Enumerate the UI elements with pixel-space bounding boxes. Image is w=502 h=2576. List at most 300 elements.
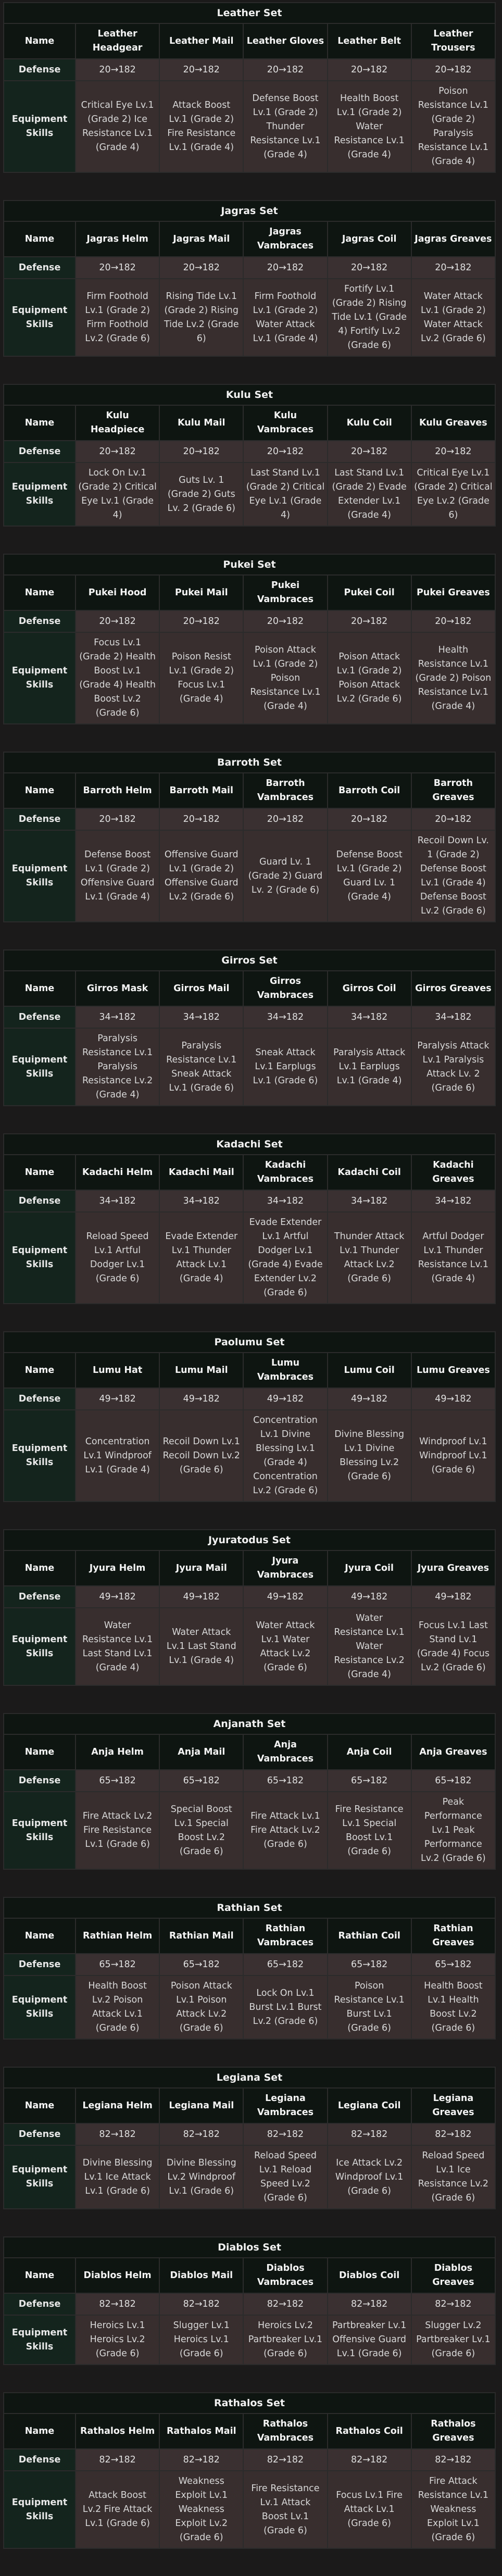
armor-set-table [3, 1897, 496, 2040]
skill-cell: Divine Blessing Lv.1 Ice Attack Lv.1 (Grade 6) [76, 2145, 159, 2209]
defense-label: Defense [4, 610, 76, 632]
set-table [3, 574, 496, 724]
skill-cell: Lock On Lv.1 Burst Lv.1 Burst Lv.2 (Grade 6) [243, 1975, 327, 2039]
defense-value: 82→182 [243, 2449, 327, 2471]
name-header: Name [4, 405, 76, 441]
name-header: Name [4, 1918, 76, 1954]
skill-cell: Critical Eye Lv.1 (Grade 2) Ice Resistance Lv.1 (Grade 4) [76, 81, 159, 172]
defense-value: 82→182 [328, 2123, 411, 2145]
skill-cell: Evade Extender Lv.1 Thunder Attack Lv.1 (Grade 4) [159, 1212, 243, 1304]
defense-row [4, 808, 495, 830]
piece-name: Barroth Mail [159, 773, 243, 808]
set-table [3, 772, 496, 922]
skills-row [4, 1975, 495, 2039]
set-table [3, 1918, 496, 2040]
piece-name: Jyura Helm [76, 1550, 159, 1586]
defense-row [4, 2123, 495, 2145]
skill-cell: Defense Boost Lv.1 (Grade 2) Guard Lv. 1 (Grade 4) [328, 830, 411, 922]
piece-name-row [4, 23, 495, 59]
defense-value: 20→182 [243, 59, 327, 81]
defense-value: 82→182 [159, 2449, 243, 2471]
set-title: Diablos Set [3, 2236, 496, 2257]
skill-cell: Weakness Exploit Lv.1 Weakness Exploit Lv.2 (Grade 6) [159, 2471, 243, 2548]
skill-cell: Concentration Lv.1 Divine Blessing Lv.1 (Grade 4) Concentration Lv.2 (Grade 6) [243, 1410, 327, 1502]
defense-value: 65→182 [328, 1770, 411, 1792]
defense-value: 20→182 [243, 441, 327, 462]
skill-cell: Sneak Attack Lv.1 Earplugs Lv.1 (Grade 6) [243, 1028, 327, 1106]
piece-name: Rathian Coil [328, 1918, 411, 1954]
piece-name: Rathian Greaves [411, 1918, 495, 1954]
set-title: Rathalos Set [3, 2392, 496, 2413]
armor-set-table [3, 2236, 496, 2365]
piece-name-row [4, 1155, 495, 1190]
skill-cell: Heroics Lv.2 Partbreaker Lv.1 (Grade 6) [243, 2315, 327, 2365]
skills-row [4, 1410, 495, 1502]
defense-value: 49→182 [159, 1586, 243, 1608]
piece-name: Jyura Mail [159, 1550, 243, 1586]
defense-value: 20→182 [76, 441, 159, 462]
set-table [3, 2087, 496, 2209]
name-header: Name [4, 1550, 76, 1586]
defense-row [4, 2293, 495, 2315]
defense-row [4, 1190, 495, 1212]
skills-label: Equipment Skills [4, 1792, 76, 1869]
skills-label: Equipment Skills [4, 462, 76, 526]
defense-value: 34→182 [411, 1190, 495, 1212]
armor-set-table [3, 2392, 496, 2549]
piece-name: Barroth Coil [328, 773, 411, 808]
defense-value: 20→182 [159, 59, 243, 81]
piece-name: Legiana Vambraces [243, 2088, 327, 2123]
piece-name: Jagras Mail [159, 221, 243, 257]
piece-name: Pukei Vambraces [243, 575, 327, 610]
set-table [3, 1154, 496, 1304]
skills-label: Equipment Skills [4, 2315, 76, 2365]
armor-set-table [3, 1331, 496, 1502]
piece-name: Kulu Greaves [411, 405, 495, 441]
piece-name: Kulu Coil [328, 405, 411, 441]
defense-value: 49→182 [328, 1388, 411, 1410]
piece-name: Lumu Coil [328, 1353, 411, 1388]
skill-cell: Attack Boost Lv.1 (Grade 2) Fire Resistance Lv.1 (Grade 4) [159, 81, 243, 172]
piece-name: Leather Gloves [243, 23, 327, 59]
name-header: Name [4, 1734, 76, 1770]
piece-name: Lumu Vambraces [243, 1353, 327, 1388]
name-header: Name [4, 2414, 76, 2449]
defense-value: 82→182 [328, 2293, 411, 2315]
skill-cell: Water Resistance Lv.1 Water Resistance Lv.2 (Grade 4) [328, 1608, 411, 1685]
defense-value: 20→182 [76, 610, 159, 632]
armor-set-table [3, 949, 496, 1106]
piece-name: Barroth Vambraces [243, 773, 327, 808]
defense-label: Defense [4, 2293, 76, 2315]
skill-cell: Peak Performance Lv.1 Peak Performance Lv.2 (Grade 6) [411, 1792, 495, 1869]
skills-label: Equipment Skills [4, 632, 76, 724]
skill-cell: Offensive Guard Lv.1 (Grade 2) Offensive Guard Lv.2 (Grade 6) [159, 830, 243, 922]
piece-name: Rathian Mail [159, 1918, 243, 1954]
skill-cell: Water Attack Lv.1 Last Stand Lv.1 (Grade 4) [159, 1608, 243, 1685]
piece-name: Jagras Greaves [411, 221, 495, 257]
skill-cell: Defense Boost Lv.1 (Grade 2) Offensive Guard Lv.1 (Grade 4) [76, 830, 159, 922]
defense-value: 34→182 [159, 1190, 243, 1212]
defense-value: 65→182 [76, 1770, 159, 1792]
piece-name-row [4, 405, 495, 441]
skill-cell: Divine Blessing Lv.1 Divine Blessing Lv.2 (Grade 6) [328, 1410, 411, 1502]
piece-name: Leather Trousers [411, 23, 495, 59]
skill-cell: Focus Lv.1 (Grade 2) Health Boost Lv.1 (Grade 4) Health Boost Lv.2 (Grade 6) [76, 632, 159, 724]
defense-value: 34→182 [243, 1190, 327, 1212]
skill-cell: Fire Resistance Lv.1 Special Boost Lv.1 (Grade 6) [328, 1792, 411, 1869]
skill-cell: Poison Resistance Lv.1 Burst Lv.1 (Grade 6) [328, 1975, 411, 2039]
defense-label: Defense [4, 1770, 76, 1792]
defense-label: Defense [4, 2449, 76, 2471]
skill-cell: Windproof Lv.1 Windproof Lv.1 (Grade 6) [411, 1410, 495, 1502]
skill-cell: Evade Extender Lv.1 Artful Dodger Lv.1 (Grade 4) Evade Extender Lv.2 (Grade 6) [243, 1212, 327, 1304]
defense-value: 65→182 [243, 1954, 327, 1975]
skill-cell: Firm Foothold Lv.1 (Grade 2) Firm Foothold Lv.2 (Grade 6) [76, 279, 159, 356]
defense-row [4, 1388, 495, 1410]
skills-row [4, 2145, 495, 2209]
piece-name: Anja Vambraces [243, 1734, 327, 1770]
set-table [3, 2413, 496, 2549]
armor-set-table [3, 1529, 496, 1686]
skill-cell: Poison Attack Lv.1 (Grade 2) Poison Resistance Lv.1 (Grade 4) [243, 632, 327, 724]
defense-value: 20→182 [243, 808, 327, 830]
defense-value: 65→182 [328, 1954, 411, 1975]
set-title: Girros Set [3, 949, 496, 970]
defense-value: 49→182 [76, 1388, 159, 1410]
skill-cell: Poison Attack Lv.1 Poison Attack Lv.2 (Grade 6) [159, 1975, 243, 2039]
piece-name: Jagras Helm [76, 221, 159, 257]
defense-label: Defense [4, 1388, 76, 1410]
skill-cell: Concentration Lv.1 Windproof Lv.1 (Grade 4) [76, 1410, 159, 1502]
skill-cell: Poison Resistance Lv.1 (Grade 2) Paralysis Resistance Lv.1 (Grade 4) [411, 81, 495, 172]
piece-name: Girros Mail [159, 971, 243, 1006]
skill-cell: Health Boost Lv.1 (Grade 2) Water Resistance Lv.1 (Grade 4) [328, 81, 411, 172]
piece-name: Anja Helm [76, 1734, 159, 1770]
skill-cell: Focus Lv.1 Fire Attack Lv.1 (Grade 6) [328, 2471, 411, 2548]
skill-cell: Health Resistance Lv.1 (Grade 2) Poison Resistance Lv.1 (Grade 4) [411, 632, 495, 724]
defense-value: 82→182 [76, 2449, 159, 2471]
set-table [3, 1734, 496, 1870]
piece-name: Jyura Greaves [411, 1550, 495, 1586]
skill-cell: Paralysis Attack Lv.1 Paralysis Attack Lv. 2 (Grade 6) [411, 1028, 495, 1106]
skill-cell: Fire Attack Lv.2 Fire Resistance Lv.1 (Grade 6) [76, 1792, 159, 1869]
armor-set-table [3, 384, 496, 527]
piece-name: Kulu Mail [159, 405, 243, 441]
defense-value: 65→182 [76, 1954, 159, 1975]
skill-cell: Firm Foothold Lv.1 (Grade 2) Water Attack Lv.1 (Grade 4) [243, 279, 327, 356]
piece-name-row [4, 1734, 495, 1770]
piece-name: Leather Belt [328, 23, 411, 59]
defense-row [4, 1006, 495, 1028]
skills-row [4, 830, 495, 922]
piece-name: Kadachi Coil [328, 1155, 411, 1190]
defense-value: 20→182 [243, 610, 327, 632]
set-table [3, 221, 496, 357]
defense-value: 20→182 [159, 257, 243, 279]
skill-cell: Thunder Attack Lv.1 Thunder Attack Lv.2 (Grade 6) [328, 1212, 411, 1304]
defense-value: 34→182 [411, 1006, 495, 1028]
piece-name: Girros Vambraces [243, 971, 327, 1006]
skills-row [4, 632, 495, 724]
piece-name-row [4, 1353, 495, 1388]
defense-value: 20→182 [328, 441, 411, 462]
skill-cell: Reload Speed Lv.1 Artful Dodger Lv.1 (Grade 6) [76, 1212, 159, 1304]
defense-value: 20→182 [159, 808, 243, 830]
skill-cell: Paralysis Resistance Lv.1 Sneak Attack Lv.1 (Grade 6) [159, 1028, 243, 1106]
skill-cell: Fire Attack Lv.1 Fire Attack Lv.2 (Grade 6) [243, 1792, 327, 1869]
skills-row [4, 279, 495, 356]
piece-name: Pukei Greaves [411, 575, 495, 610]
defense-row [4, 1770, 495, 1792]
armor-set-table [3, 2067, 496, 2209]
defense-value: 34→182 [328, 1190, 411, 1212]
defense-label: Defense [4, 257, 76, 279]
defense-value: 49→182 [328, 1586, 411, 1608]
skill-cell: Last Stand Lv.1 (Grade 2) Critical Eye Lv.1 (Grade 4) [243, 462, 327, 526]
set-table [3, 1550, 496, 1686]
piece-name-row [4, 2258, 495, 2293]
defense-value: 82→182 [243, 2123, 327, 2145]
skill-cell: Critical Eye Lv.1 (Grade 2) Critical Eye Lv.2 (Grade 6) [411, 462, 495, 526]
piece-name: Leather Headgear [76, 23, 159, 59]
skill-cell: Divine Blessing Lv.2 Windproof Lv.1 (Grade 6) [159, 2145, 243, 2209]
skill-cell: Lock On Lv.1 (Grade 2) Critical Eye Lv.1 (Grade 4) [76, 462, 159, 526]
defense-value: 34→182 [328, 1006, 411, 1028]
skills-label: Equipment Skills [4, 81, 76, 172]
skill-cell: Health Boost Lv.1 Health Boost Lv.2 (Grade 6) [411, 1975, 495, 2039]
set-title: Jyuratodus Set [3, 1529, 496, 1550]
name-header: Name [4, 1353, 76, 1388]
defense-label: Defense [4, 441, 76, 462]
defense-value: 20→182 [411, 808, 495, 830]
piece-name: Diablos Mail [159, 2258, 243, 2293]
skill-cell: Fortify Lv.1 (Grade 2) Rising Tide Lv.1 (Grade 4) Fortify Lv.2 (Grade 6) [328, 279, 411, 356]
defense-label: Defense [4, 808, 76, 830]
skill-cell: Slugger Lv.2 Partbreaker Lv.1 (Grade 6) [411, 2315, 495, 2365]
skills-label: Equipment Skills [4, 1212, 76, 1304]
piece-name: Girros Greaves [411, 971, 495, 1006]
skills-label: Equipment Skills [4, 1975, 76, 2039]
skills-label: Equipment Skills [4, 1608, 76, 1685]
defense-label: Defense [4, 59, 76, 81]
skill-cell: Reload Speed Lv.1 Reload Speed Lv.2 (Grade 6) [243, 2145, 327, 2209]
defense-value: 20→182 [76, 59, 159, 81]
armor-set-table [3, 1713, 496, 1870]
piece-name: Legiana Helm [76, 2088, 159, 2123]
set-table [3, 1352, 496, 1502]
piece-name: Barroth Helm [76, 773, 159, 808]
defense-value: 49→182 [159, 1388, 243, 1410]
defense-value: 20→182 [76, 808, 159, 830]
set-title: Jagras Set [3, 200, 496, 221]
piece-name: Girros Coil [328, 971, 411, 1006]
defense-value: 82→182 [243, 2293, 327, 2315]
skills-row [4, 1608, 495, 1685]
skills-row [4, 1028, 495, 1106]
piece-name-row [4, 2088, 495, 2123]
defense-value: 82→182 [411, 2293, 495, 2315]
skill-cell: Health Boost Lv.2 Poison Attack Lv.1 (Grade 6) [76, 1975, 159, 2039]
skill-cell: Rising Tide Lv.1 (Grade 2) Rising Tide Lv.2 (Grade 6) [159, 279, 243, 356]
skills-row [4, 1212, 495, 1304]
piece-name: Anja Greaves [411, 1734, 495, 1770]
defense-value: 34→182 [243, 1006, 327, 1028]
piece-name: Jyura Vambraces [243, 1550, 327, 1586]
skills-label: Equipment Skills [4, 830, 76, 922]
defense-value: 34→182 [76, 1190, 159, 1212]
defense-row [4, 257, 495, 279]
skill-cell: Attack Boost Lv.2 Fire Attack Lv.1 (Grade 6) [76, 2471, 159, 2548]
skill-cell: Fire Resistance Lv.1 Attack Boost Lv.1 (Grade 6) [243, 2471, 327, 2548]
name-header: Name [4, 773, 76, 808]
defense-value: 49→182 [243, 1388, 327, 1410]
piece-name-row [4, 1550, 495, 1586]
skill-cell: Water Attack Lv.1 (Grade 2) Water Attack Lv.2 (Grade 6) [411, 279, 495, 356]
defense-row [4, 59, 495, 81]
piece-name: Jyura Coil [328, 1550, 411, 1586]
defense-value: 20→182 [243, 257, 327, 279]
name-header: Name [4, 2258, 76, 2293]
piece-name: Lumu Greaves [411, 1353, 495, 1388]
set-table [3, 2257, 496, 2365]
skill-cell: Slugger Lv.1 Heroics Lv.1 (Grade 6) [159, 2315, 243, 2365]
defense-label: Defense [4, 1586, 76, 1608]
piece-name: Jagras Vambraces [243, 221, 327, 257]
skill-cell: Paralysis Resistance Lv.1 Paralysis Resistance Lv.2 (Grade 4) [76, 1028, 159, 1106]
set-title: Legiana Set [3, 2067, 496, 2087]
defense-value: 65→182 [243, 1770, 327, 1792]
piece-name: Rathian Helm [76, 1918, 159, 1954]
skill-cell: Paralysis Attack Lv.1 Earplugs Lv.1 (Grade 4) [328, 1028, 411, 1106]
defense-value: 34→182 [76, 1006, 159, 1028]
piece-name: Rathalos Greaves [411, 2414, 495, 2449]
skill-cell: Recoil Down Lv. 1 (Grade 2) Defense Boost Lv.1 (Grade 4) Defense Boost Lv.2 (Grade 6) [411, 830, 495, 922]
piece-name: Lumu Mail [159, 1353, 243, 1388]
defense-value: 20→182 [328, 257, 411, 279]
skill-cell: Recoil Down Lv.1 Recoil Down Lv.2 (Grade 6) [159, 1410, 243, 1502]
set-title: Kadachi Set [3, 1133, 496, 1154]
piece-name: Rathian Vambraces [243, 1918, 327, 1954]
defense-value: 20→182 [328, 59, 411, 81]
defense-value: 49→182 [411, 1388, 495, 1410]
skills-label: Equipment Skills [4, 2471, 76, 2548]
skill-cell: Defense Boost Lv.1 (Grade 2) Thunder Resistance Lv.1 (Grade 4) [243, 81, 327, 172]
name-header: Name [4, 971, 76, 1006]
skill-cell: Guts Lv. 1 (Grade 2) Guts Lv. 2 (Grade 6) [159, 462, 243, 526]
defense-value: 20→182 [411, 59, 495, 81]
defense-label: Defense [4, 1006, 76, 1028]
piece-name-row [4, 773, 495, 808]
defense-value: 49→182 [411, 1586, 495, 1608]
skills-row [4, 2471, 495, 2548]
piece-name: Kadachi Greaves [411, 1155, 495, 1190]
skill-cell: Ice Attack Lv.2 Windproof Lv.1 (Grade 6) [328, 2145, 411, 2209]
defense-value: 82→182 [76, 2293, 159, 2315]
name-header: Name [4, 23, 76, 59]
defense-row [4, 441, 495, 462]
defense-value: 20→182 [328, 808, 411, 830]
piece-name: Kadachi Mail [159, 1155, 243, 1190]
name-header: Name [4, 2088, 76, 2123]
defense-value: 20→182 [159, 610, 243, 632]
piece-name-row [4, 971, 495, 1006]
defense-value: 20→182 [159, 441, 243, 462]
skill-cell: Partbreaker Lv.1 Offensive Guard Lv.1 (Grade 6) [328, 2315, 411, 2365]
defense-value: 65→182 [159, 1770, 243, 1792]
set-table [3, 23, 496, 173]
piece-name: Lumu Hat [76, 1353, 159, 1388]
defense-value: 65→182 [411, 1954, 495, 1975]
defense-value: 20→182 [411, 610, 495, 632]
name-header: Name [4, 221, 76, 257]
defense-value: 20→182 [76, 257, 159, 279]
piece-name-row [4, 575, 495, 610]
piece-name: Anja Mail [159, 1734, 243, 1770]
piece-name: Kadachi Vambraces [243, 1155, 327, 1190]
defense-value: 20→182 [411, 257, 495, 279]
piece-name: Diablos Coil [328, 2258, 411, 2293]
defense-value: 49→182 [76, 1586, 159, 1608]
piece-name: Rathalos Coil [328, 2414, 411, 2449]
piece-name: Anja Coil [328, 1734, 411, 1770]
skill-cell: Fire Attack Resistance Lv.1 Weakness Exploit Lv.1 (Grade 6) [411, 2471, 495, 2548]
defense-value: 82→182 [159, 2293, 243, 2315]
piece-name-row [4, 1918, 495, 1954]
piece-name: Kulu Headpiece [76, 405, 159, 441]
piece-name: Pukei Mail [159, 575, 243, 610]
piece-name: Leather Mail [159, 23, 243, 59]
piece-name: Legiana Coil [328, 2088, 411, 2123]
armor-set-table [3, 1133, 496, 1304]
set-title: Barroth Set [3, 752, 496, 772]
set-title: Leather Set [3, 2, 496, 23]
skills-row [4, 1792, 495, 1869]
piece-name-row [4, 2414, 495, 2449]
armor-set-table [3, 2, 496, 173]
set-table [3, 405, 496, 527]
piece-name: Diablos Helm [76, 2258, 159, 2293]
skill-cell: Reload Speed Lv.1 Ice Resistance Lv.2 (Grade 6) [411, 2145, 495, 2209]
piece-name: Diablos Greaves [411, 2258, 495, 2293]
armor-set-table [3, 554, 496, 724]
piece-name-row [4, 221, 495, 257]
skill-cell: Water Resistance Lv.1 Last Stand Lv.1 (Grade 4) [76, 1608, 159, 1685]
piece-name: Kulu Vambraces [243, 405, 327, 441]
skills-row [4, 462, 495, 526]
defense-row [4, 2449, 495, 2471]
set-title: Rathian Set [3, 1897, 496, 1918]
piece-name: Diablos Vambraces [243, 2258, 327, 2293]
defense-row [4, 1586, 495, 1608]
skills-label: Equipment Skills [4, 1028, 76, 1106]
piece-name: Barroth Greaves [411, 773, 495, 808]
skills-label: Equipment Skills [4, 279, 76, 356]
piece-name: Girros Mask [76, 971, 159, 1006]
piece-name: Pukei Hood [76, 575, 159, 610]
name-header: Name [4, 1155, 76, 1190]
skill-cell: Last Stand Lv.1 (Grade 2) Evade Extender Lv.1 (Grade 4) [328, 462, 411, 526]
piece-name: Rathalos Helm [76, 2414, 159, 2449]
skill-cell: Guard Lv. 1 (Grade 2) Guard Lv. 2 (Grade 6) [243, 830, 327, 922]
defense-row [4, 1954, 495, 1975]
skill-cell: Special Boost Lv.1 Special Boost Lv.2 (Grade 6) [159, 1792, 243, 1869]
defense-value: 82→182 [328, 2449, 411, 2471]
piece-name: Jagras Coil [328, 221, 411, 257]
skills-label: Equipment Skills [4, 2145, 76, 2209]
set-title: Anjanath Set [3, 1713, 496, 1734]
